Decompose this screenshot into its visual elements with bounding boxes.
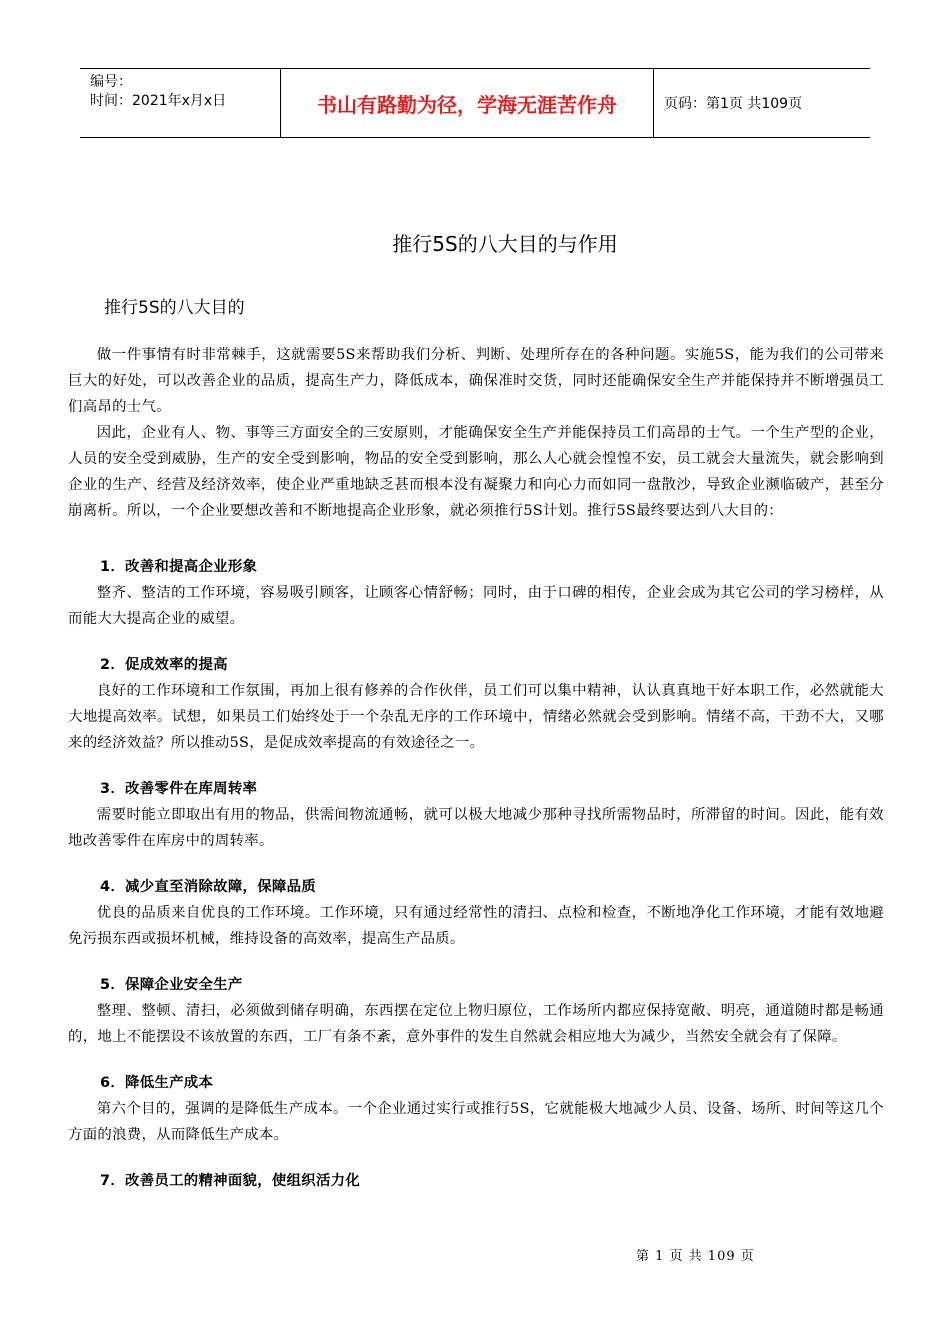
document-header bbox=[80, 68, 870, 138]
page-footer: 第 1 页 共 109 页 bbox=[636, 1249, 755, 1264]
section-body: 优良的品质来自优良的工作环境。工作环境，只有通过经常性的清扫、点检和检查，不断地净化工作环境，才能有效地避免污损东西或损坏机械，维持设备的高效率，提高生产品质。 bbox=[68, 905, 884, 947]
section-heading: 6．降低生产成本 bbox=[100, 1075, 214, 1091]
intro-paragraph: 因此，企业有人、物、事等三方面安全的三安原则，才能确保安全生产并能保持员工们高昂的士气。一个生产型的企业，人员的安全受到威胁，生产的安全受到影响，物品的安全受到影响，那么人心就会惶惶不安，员工就会大量流失，就会影响到企业的生产、经营及经济效率，使企业严重地缺乏甚而根本没有凝聚力和向心力而如同一盘散沙，导致企业濒临破产，甚至分崩离析。所以，一个企业要想改善和不断地提高企业形象，就必须推行5S计划。推行5S最终要达到八大目的： bbox=[68, 425, 884, 519]
section-body: 整齐、整洁的工作环境，容易吸引顾客，让顾客心情舒畅；同时，由于口碑的相传，企业会成为其它公司的学习榜样，从而能大大提高企业的威望。 bbox=[68, 585, 884, 627]
section-heading: 3．改善零件在库周转率 bbox=[100, 781, 258, 797]
intro-paragraph: 做一件事情有时非常棘手，这就需要5S来帮助我们分析、判断、处理所存在的各种问题。实施5S，能为我们的公司带来巨大的好处，可以改善企业的品质，提高生产力，降低成本，确保准时交货，同时还能确保安全生产并能保持并不断增强员工们高昂的士气。 bbox=[68, 347, 884, 415]
section-heading: 2．促成效率的提高 bbox=[100, 657, 228, 673]
section-body: 需要时能立即取出有用的物品，供需间物流通畅，就可以极大地减少那种寻找所需物品时，所滞留的时间。因此，能有效地改善零件在库房中的周转率。 bbox=[68, 807, 884, 849]
section-heading: 5．保障企业安全生产 bbox=[100, 977, 243, 993]
document-body bbox=[68, 342, 884, 1194]
header-meta bbox=[80, 69, 281, 137]
section-body: 整理、整顿、清扫，必须做到储存明确，东西摆在定位上物归原位，工作场所内都应保持宽敞、明亮，通道随时都是畅通的，地上不能摆设不该放置的东西，工厂有条不紊，意外事件的发生自然就会相应地大为减少，当然安全就会有了保障。 bbox=[68, 1003, 884, 1045]
header-motto: 书山有路勤为径，学海无涯苦作舟 bbox=[281, 69, 654, 137]
section-heading: 4．减少直至消除故障，保障品质 bbox=[100, 879, 316, 895]
section-body: 第六个目的，强调的是降低生产成本。一个企业通过实行或推行5S，它就能极大地减少人员、设备、场所、时间等这几个方面的浪费，从而降低生产成本。 bbox=[68, 1101, 884, 1143]
number-label: 编号： bbox=[90, 74, 132, 90]
section-heading: 1．改善和提高企业形象 bbox=[100, 559, 258, 575]
date-line: 时间：2021年x月x日 bbox=[90, 93, 227, 109]
document-title: 推行5S的八大目的与作用 bbox=[392, 232, 618, 256]
section-subtitle: 推行5S的八大目的 bbox=[104, 298, 245, 318]
section-heading: 7．改善员工的精神面貌，使组织活力化 bbox=[100, 1173, 361, 1189]
header-page-info: 页码：第1页 共109页 bbox=[664, 96, 803, 112]
section-body: 良好的工作环境和工作氛围，再加上很有修养的合作伙伴，员工们可以集中精神，认认真真地干好本职工作，必然就能大大地提高效率。试想，如果员工们始终处于一个杂乱无序的工作环境中，情绪必然就会受到影响。情绪不高，干劲不大，又哪来的经济效益？所以推动5S，是促成效率提高的有效途径之一。 bbox=[68, 683, 884, 751]
